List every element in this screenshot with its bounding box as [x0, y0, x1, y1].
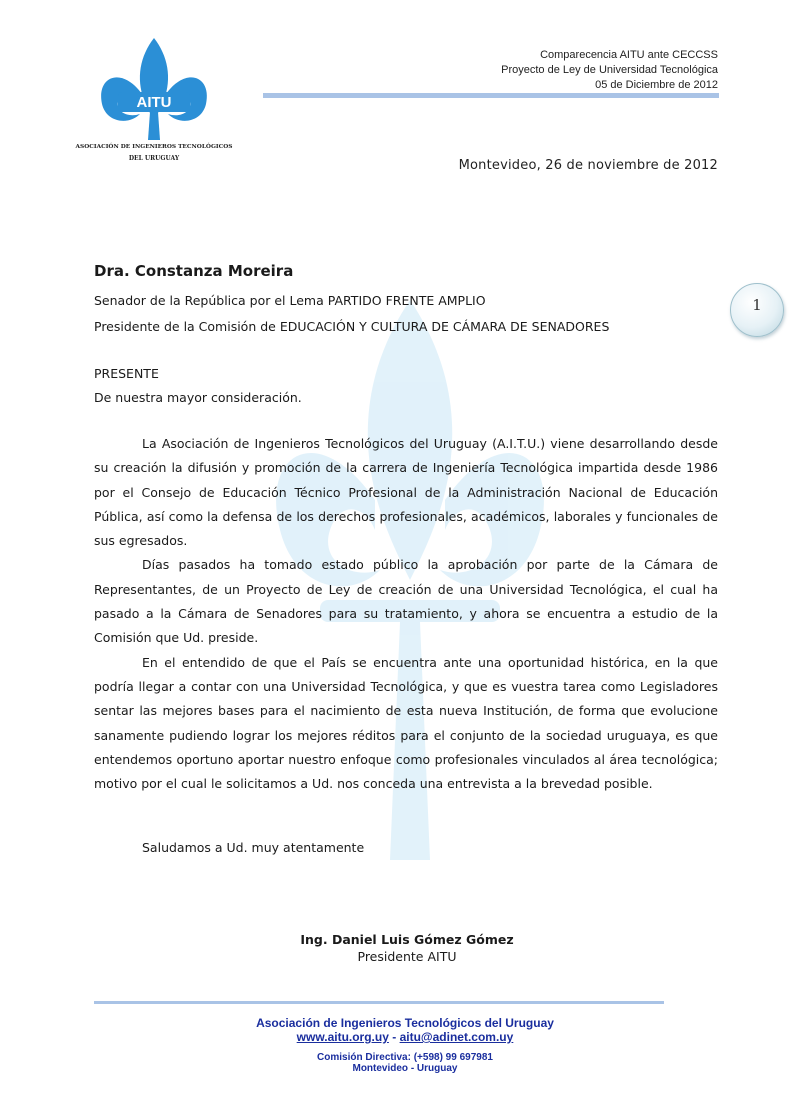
body-paragraph-3: En el entendido de que el País se encuentra ante una oportunidad histórica, en la que podría llegar a contar con una Universidad Tecnológica, y que es vuestra tarea como Legisladores sentar las mejores bases para el nacimiento de esta nueva Institución, de forma que evolucione sanamente pudiendo lograr los mejores réditos para el conjunto de la sociedad uruguaya, es que entendemos oportuno aportar nuestro enfoque como profesionales vinculados al área tecnológica; motivo por el cual le solicitamos a Ud. nos conceda una entrevista a la brevedad posible.: [94, 654, 718, 792]
letter-body: [94, 432, 718, 796]
closing-line: Saludamos a Ud. muy atentamente: [142, 840, 365, 855]
header-line-1: Comparecencia AITU ante CECCSS: [540, 49, 718, 61]
footer: [200, 1016, 610, 1074]
addressee-line-2: Presidente de la Comisión de EDUCACIÓN Y CULTURA DE CÁMARA DE SENADORES: [94, 319, 610, 334]
salutation-block: [94, 362, 302, 410]
svg-text:AITU: AITU: [136, 94, 172, 111]
footer-links: [200, 1030, 610, 1044]
svg-text:ASOCIACIÓN DE INGENIEROS TECNO: ASOCIACIÓN DE INGENIEROS TECNOLÓGICOS: [75, 144, 233, 150]
dateline: Montevideo, 26 de noviembre de 2012: [458, 158, 718, 173]
aitu-logo-icon: [75, 30, 233, 170]
addressee-name: Dra. Constanza Moreira: [94, 262, 294, 280]
document-header: [501, 48, 718, 93]
addressee-line-1: Senador de la República por el Lema PARTIDO FRENTE AMPLIO: [94, 293, 486, 308]
signature-role: Presidente AITU: [357, 949, 457, 964]
signature-block: [222, 932, 592, 964]
email-link[interactable]: aitu@adinet.com.uy: [399, 1030, 514, 1044]
page-number-badge: [730, 283, 784, 337]
addressee-block: [94, 262, 734, 340]
footer-board-contact: Comisión Directiva: (+598) 99 697981: [317, 1052, 493, 1063]
body-paragraph-2: Días pasados ha tomado estado público la aprobación por parte de la Cámara de Representantes, de un Proyecto de Ley de creación de una Universidad Tecnológica, el cual ha pasado a la Cámara de Senadores para su tratamiento, y ahora se encuentra a estudio de la Comisión que Ud. preside.: [94, 557, 718, 646]
salutation-line-2: De nuestra mayor consideración.: [94, 390, 302, 405]
footer-org-name: Asociación de Ingenieros Tecnológicos del Uruguay: [256, 1016, 554, 1030]
footer-link-separator: -: [392, 1030, 397, 1044]
header-line-2: Proyecto de Ley de Universidad Tecnológica: [501, 64, 718, 76]
body-paragraph-1: La Asociación de Ingenieros Tecnológicos del Uruguay (A.I.T.U.) viene desarrollando desde su creación la difusión y promoción de la carrera de Ingeniería Tecnológica impartida desde 1986 por el Consejo de Educación Técnico Profesional de la Administración Nacional de Educación Pública, así como la defensa de los derechos profesionales, académicos, laborales y funcionales de sus egresados.: [94, 436, 718, 549]
footer-city: Montevideo - Uruguay: [352, 1063, 458, 1074]
signature-name: Ing. Daniel Luis Gómez Gómez: [300, 932, 514, 947]
footer-divider: [94, 1001, 664, 1004]
svg-text:DEL URUGUAY: DEL URUGUAY: [128, 155, 180, 162]
salutation-line-1: PRESENTE: [94, 366, 159, 381]
page-number: 1: [752, 296, 762, 314]
header-divider: [263, 93, 719, 98]
website-link[interactable]: www.aitu.org.uy: [296, 1030, 389, 1044]
header-line-3: 05 de Diciembre de 2012: [595, 79, 718, 91]
